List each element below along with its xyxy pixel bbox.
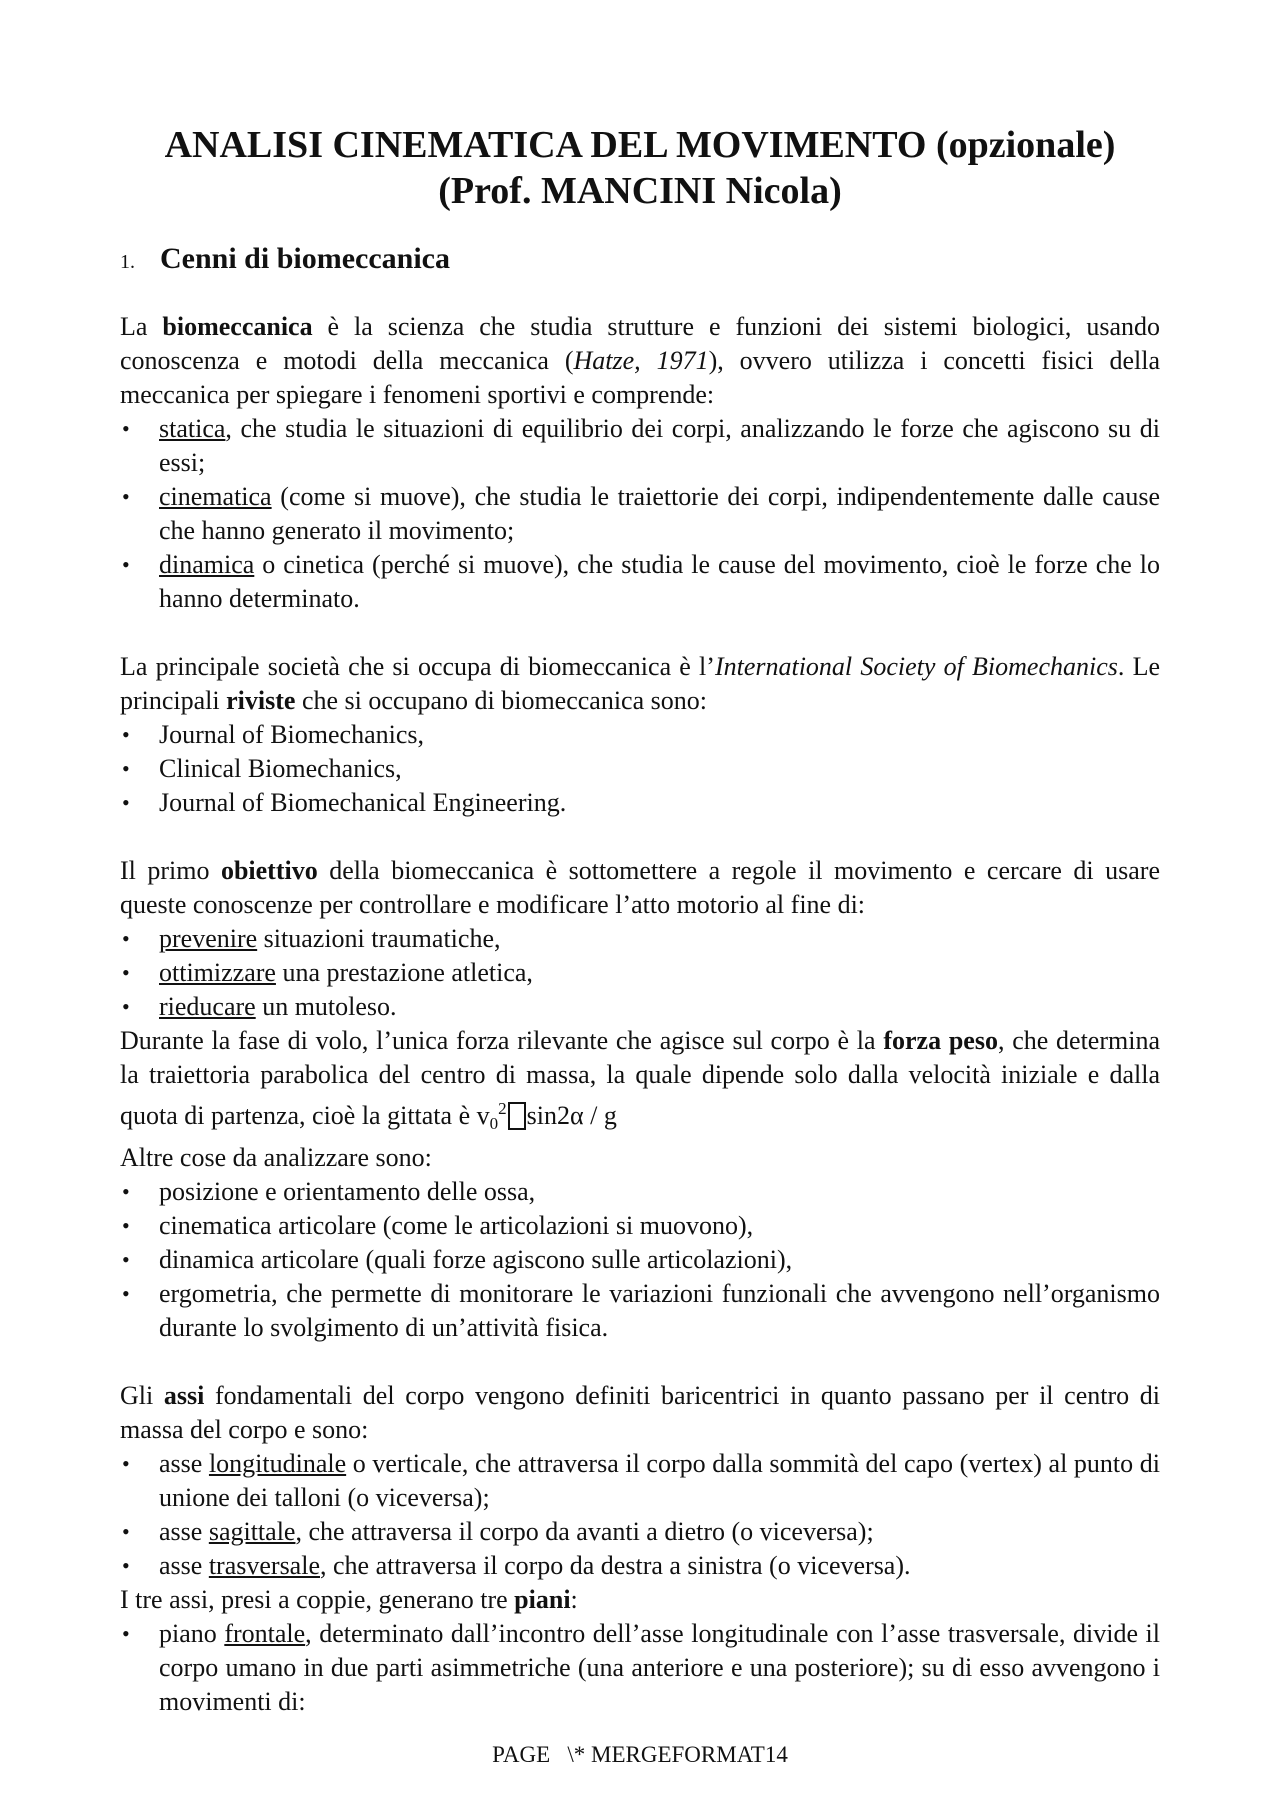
section-heading: [120, 242, 1160, 276]
bold-term: forza peso: [883, 1026, 998, 1055]
bullet: •: [122, 960, 130, 985]
bold-term: piani: [514, 1585, 571, 1614]
underlined-term: statica: [159, 414, 226, 443]
underlined-term: longitudinale: [208, 1449, 347, 1478]
text-run: (come si muove), che studia le traiettorie dei corpi, indipendentemente dalle cause che hanno generato il movimento;: [159, 482, 1160, 545]
text-run: Durante la fase di volo, l’unica forza rilevante che agisce sul corpo è la: [120, 1026, 884, 1055]
bullet: •: [122, 552, 130, 577]
underlined-term: frontale: [224, 1619, 306, 1648]
text-run: La principale società che si occupa di biomeccanica è l’: [120, 652, 715, 681]
text-run: dinamica articolare (quali forze agiscono sulle articolazioni),: [159, 1245, 793, 1274]
title-line-1: ANALISI CINEMATICA DEL MOVIMENTO (opzionale): [164, 124, 1116, 166]
paragraph-axes: [120, 1379, 1160, 1447]
text-run: Il primo: [120, 856, 221, 885]
list-item: [120, 1447, 1160, 1515]
text-run: Clinical Biomechanics,: [159, 754, 402, 783]
section-title: Cenni di biomeccanica: [160, 242, 450, 275]
text-run: , determinato dall’incontro dell’asse longitudinale con l’asse trasversale, divide il corpo umano in due parti asimmetriche (una anteriore e una posteriore); su di esso avvengono i movimenti di:: [159, 1619, 1160, 1716]
text-run: Journal of Biomechanics,: [159, 720, 424, 749]
bullet: •: [122, 1179, 130, 1204]
list-branches: [120, 412, 1160, 616]
text-run: cinematica articolare (come le articolazioni si muovono),: [159, 1211, 754, 1240]
citation: Hatze, 1971: [573, 346, 709, 375]
bullet: •: [122, 1281, 130, 1306]
text-run: un mutoleso.: [255, 992, 397, 1021]
list-item: [120, 956, 1160, 990]
list-item: [120, 990, 1160, 1024]
underlined-term: sagittale: [208, 1517, 296, 1546]
superscript: 2: [498, 1099, 507, 1118]
bold-term: assi: [163, 1381, 205, 1410]
bullet: •: [122, 756, 130, 781]
text-run: , che determina la traiettoria parabolica del centro di massa, la quale dipende solo dalla velocità iniziale e dalla quota di partenza, cioè la gittata è v: [120, 1026, 1160, 1130]
list-item: [120, 1515, 1160, 1549]
text-run: . Le principali: [120, 652, 1160, 715]
page-footer: [0, 1742, 1280, 1768]
bullet: •: [122, 1451, 130, 1476]
list-item: [120, 1209, 1160, 1243]
bullet: •: [122, 1553, 130, 1578]
bullet: •: [122, 722, 130, 747]
list-item: [120, 1549, 1160, 1583]
text-run: posizione e orientamento delle ossa,: [159, 1177, 536, 1206]
bullet: •: [122, 1213, 130, 1238]
list-item: [120, 1243, 1160, 1277]
paragraph-society: [120, 650, 1160, 718]
subscript: 0: [489, 1114, 499, 1133]
list-item: [120, 786, 1160, 820]
paragraph-other: Altre cose da analizzare sono:: [120, 1143, 432, 1172]
list-item: [120, 1175, 1160, 1209]
list-planes: [120, 1617, 1160, 1719]
text-run: asse: [159, 1551, 209, 1580]
document-page: [120, 110, 1160, 1719]
bullet: •: [122, 994, 130, 1019]
text-run: o verticale, che attraversa il corpo dalla sommità del capo (vertex) al punto di unione dei talloni (o viceversa);: [159, 1449, 1160, 1512]
text-run: piano: [159, 1619, 225, 1648]
text-run: sin2α / g: [526, 1101, 617, 1130]
list-item: [120, 718, 1160, 752]
bullet: •: [122, 1621, 130, 1646]
text-run: :: [570, 1585, 578, 1614]
bullet: •: [122, 1519, 130, 1544]
text-run: ergometria, che permette di monitorare le variazioni funzionali che avvengono nell’organismo durante lo svolgimento di un’attività fisica.: [159, 1279, 1160, 1342]
text-run: della biomeccanica è sottomettere a regole il movimento e cercare di usare queste conoscenze per controllare e modificare l’atto motorio al fine di:: [120, 856, 1160, 919]
text-run: I tre assi, presi a coppie, generano tre: [120, 1585, 515, 1614]
text-run: Journal of Biomechanical Engineering.: [159, 788, 567, 817]
list-item: [120, 1277, 1160, 1345]
list-analysis: [120, 1175, 1160, 1345]
paragraph-planes: [120, 1583, 1160, 1617]
bullet: •: [122, 790, 130, 815]
text-run: è la scienza che studia strutture e funzioni dei sistemi biologici, usando conoscenza e motodi della meccanica (: [120, 312, 1160, 375]
paragraph-biomeccanica: [120, 310, 1160, 412]
list-item: [120, 412, 1160, 480]
list-journals: [120, 718, 1160, 820]
text-run: La: [120, 312, 163, 341]
bullet: •: [122, 926, 130, 951]
text-run: situazioni traumatiche,: [257, 924, 501, 953]
list-item: [120, 752, 1160, 786]
list-item: [120, 548, 1160, 616]
text-run: fondamentali del corpo vengono definiti baricentrici in quanto passano per il centro di massa del corpo e sono:: [120, 1381, 1160, 1444]
title-line-2: (Prof. MANCINI Nicola): [438, 170, 842, 212]
text-run: asse: [159, 1449, 209, 1478]
bullet: •: [122, 1247, 130, 1272]
document-title: [120, 122, 1160, 214]
underlined-term: trasversale: [208, 1551, 320, 1580]
text-run: una prestazione atletica,: [275, 958, 533, 987]
text-run: che si occupano di biomeccanica sono:: [295, 686, 707, 715]
list-item: [120, 922, 1160, 956]
bold-term: riviste: [226, 686, 296, 715]
list-item: [120, 1617, 1160, 1719]
text-run: , che studia le situazioni di equilibrio dei corpi, analizzando le forze che agiscono su di essi;: [159, 414, 1160, 477]
text-run: , che attraversa il corpo da destra a sinistra (o viceversa).: [320, 1551, 911, 1580]
text-run: ), ovvero utilizza i concetti fisici della meccanica per spiegare i fenomeni sportivi e comprende:: [120, 346, 1160, 409]
bullet: •: [122, 484, 130, 509]
text-run: asse: [159, 1517, 209, 1546]
underlined-term: rieducare: [159, 992, 256, 1021]
text-run: , che attraversa il corpo da avanti a dietro (o viceversa);: [295, 1517, 874, 1546]
missing-glyph-icon: [508, 1102, 526, 1130]
list-item: [120, 480, 1160, 548]
underlined-term: ottimizzare: [159, 958, 276, 987]
paragraph-flight-phase: [120, 1024, 1160, 1141]
bold-term: obiettivo: [220, 856, 318, 885]
underlined-term: prevenire: [159, 924, 258, 953]
italic-term: International Society of Biomechanics: [714, 652, 1118, 681]
text-run: o cinetica (perché si muove), che studia le cause del movimento, cioè le forze che lo hanno determinato.: [159, 550, 1160, 613]
underlined-term: cinematica: [159, 482, 272, 511]
list-goals: [120, 922, 1160, 1024]
paragraph-objective: [120, 854, 1160, 922]
underlined-term: dinamica: [159, 550, 255, 579]
list-axes: [120, 1447, 1160, 1583]
bold-term: biomeccanica: [162, 312, 313, 341]
section-number: 1.: [120, 251, 135, 273]
footer-field-code: PAGE \* MERGEFORMAT14: [492, 1742, 788, 1767]
bullet: •: [122, 416, 130, 441]
text-run: Gli: [120, 1381, 164, 1410]
